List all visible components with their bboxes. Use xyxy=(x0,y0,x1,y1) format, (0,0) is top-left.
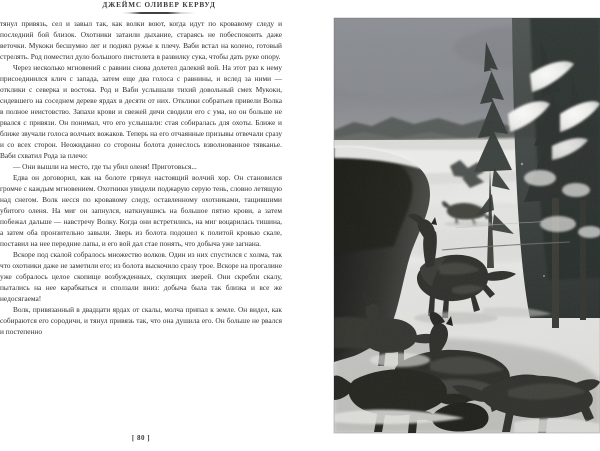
paragraph: Через несколько мгновений с равнин снова долетел далекий вой. На этот раз к нему присоединился клич с запада, затем еще два голоса с равнины, и вслед за ними — отклики с северка и востока. Род и Ваби услышали тихий довольный смех Мукоки, сидевшего на соседнем дереве ярдах в десяти от них. Отклики собратьев привели Волка в полное неистовство. Запахи крови и свежей дичи сводили его с ума, но он больше не рвался с привязи. Он понимал, что его услышали: стая собиралась для охоты. Ближе и ближе звучали голоса волчьих вожаков. Теперь на его отчаянные призывы отвечали сразу и со всех сторон. Неожиданно со стороны болота донеслось взволнованное тявканье. Ваби схватил Рода за плечо: xyxy=(0,63,282,161)
right-page xyxy=(318,0,600,451)
paragraph: Волк, привязанный в двадцати ярдах от скалы, молча припал к земле. Он видел, как собираются его сородичи, и тянул привязь так, что она душила его. Он больше не рвался и постепенно xyxy=(0,305,282,337)
paragraph-dialogue: — Они вышли на место, где ты убил оленя! Приготовься... xyxy=(13,162,197,172)
page-number-folio: [ 80 ] xyxy=(131,434,151,442)
paragraph: тянул привязь, сел и завыл так, как волки воют, когда идут по кровавому следу и последний бой близок. Охотники затаили дыхание, стараясь не побеспокоить даже веточки. Мукоки бесшумно лег и поднял ружье к плечу. Ваби встал на колено, готовый стрелять. Род поместил дуло большого пистолета в развилку сука, чтобы дать руке опору. xyxy=(0,19,282,62)
running-header: ДЖЕЙМС ОЛИВЕР КЕРВУД xyxy=(102,1,216,9)
illustration-plate xyxy=(334,18,600,433)
body-text-column xyxy=(0,18,282,337)
header-ornament-rule xyxy=(122,12,196,14)
paragraph: Едва он договорил, как на болоте грянул настоящий волчий хор. Он становился громче с каждым мгновением. Охотники увидели поджарую серую тень, словно летящую над снегом. Волк несся по кровавому следу, оставленному охотниками, тащившими убитого оленя. На миг он запнулся, наткнувшись на большое пятно крови, а затем побежал дальше — навстречу Волку. Когда они встретились, на миг воцарилась тишина, а затем оба пронзительно завыли. Зверь из болота подошел к политой кровью скале, поставил на нее передние лапы, и его вой дал стае понять, что добыча уже загнана. xyxy=(0,173,282,249)
wolf-pack-winter-illustration xyxy=(334,18,600,433)
paragraph: Вскоре под скалой собралось множество волков. Один из них спустился с холма, так что охотники даже не заметили его; из болота выскочило сразу трое. Вскоре на прогалине уже собралось целое скопище возбужденных, скулящих зверей. Они скребли скалу, пытались на нее карабкаться и сползали вниз: добыча была так близка и все же недосягаема! xyxy=(0,250,282,304)
